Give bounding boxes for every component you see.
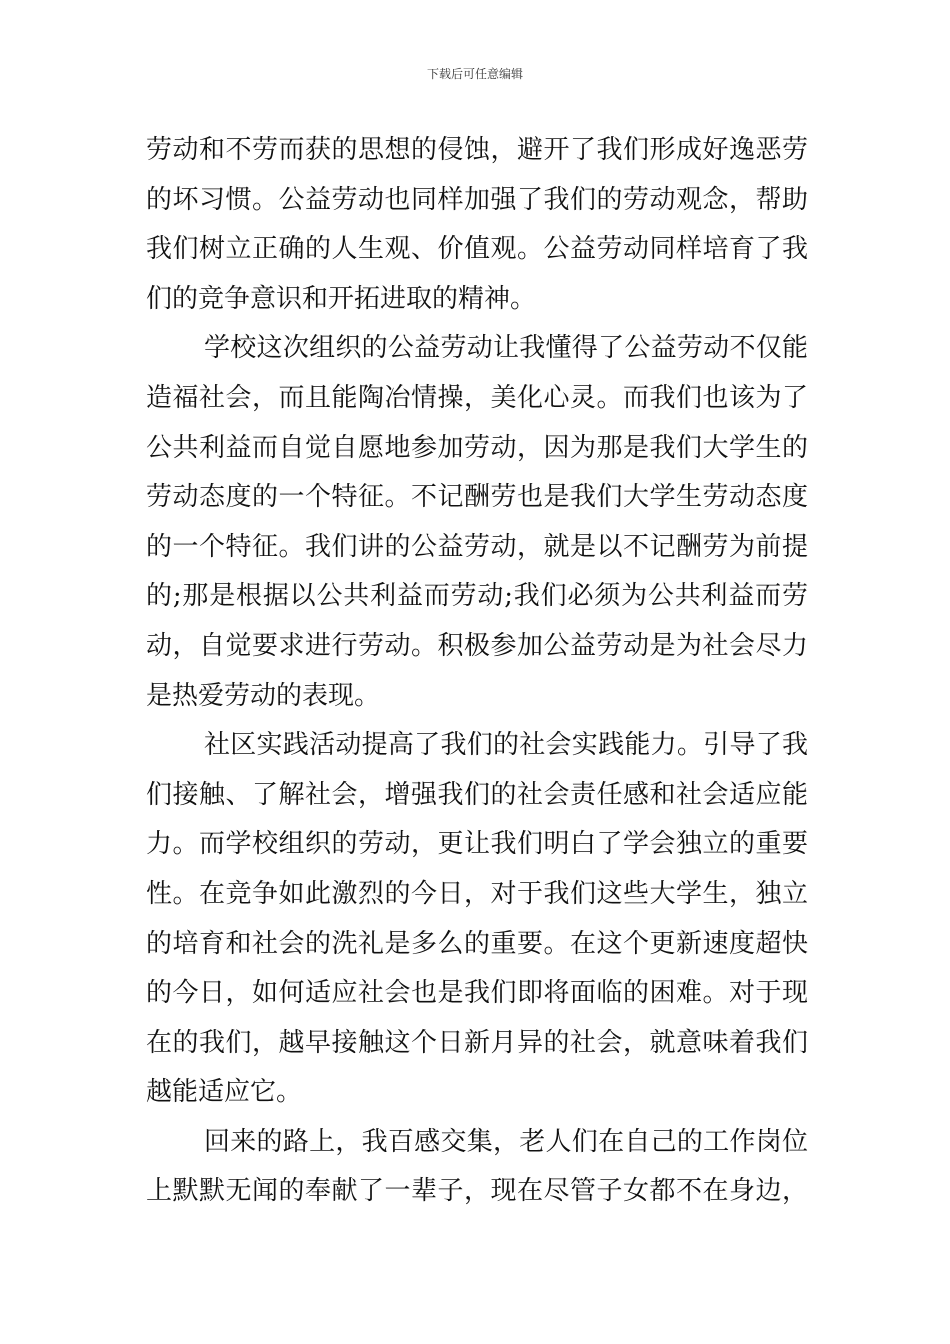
text-line: 的;那是根据以公共利益而劳动;我们必须为公共利益而劳	[146, 581, 808, 612]
text-line: 力。而学校组织的劳动，更让我们明白了学会独立的重要	[146, 829, 808, 860]
text-line: 劳动态度的一个特征。不记酬劳也是我们大学生劳动态度	[146, 482, 808, 513]
text-line: 性。在竞争如此激烈的今日，对于我们这些大学生，独立	[146, 878, 808, 909]
text-line: 的一个特征。我们讲的公益劳动，就是以不记酬劳为前提	[146, 531, 808, 562]
text-line: 社区实践活动提高了我们的社会实践能力。引导了我	[204, 730, 808, 761]
text-line: 的坏习惯。公益劳动也同样加强了我们的劳动观念，帮助	[146, 184, 808, 215]
text-line: 劳动和不劳而获的思想的侵蚀，避开了我们形成好逸恶劳	[146, 135, 808, 165]
text-line: 们的竞争意识和开拓进取的精神。	[146, 283, 537, 314]
text-line: 在的我们，越早接触这个日新月异的社会，就意味着我们	[146, 1027, 808, 1058]
text-line: 学校这次组织的公益劳动让我懂得了公益劳动不仅能	[204, 333, 808, 364]
text-line: 越能适应它。	[146, 1077, 303, 1108]
page-header: 下载后可任意编辑	[426, 67, 523, 81]
text-line: 们接触、了解社会，增强我们的社会责任感和社会适应能	[146, 779, 808, 810]
text-line: 上默默无闻的奉献了一辈子，现在尽管子女都不在身边，	[146, 1176, 808, 1207]
text-line: 的今日，如何适应社会也是我们即将面临的困难。对于现	[146, 978, 808, 1009]
text-line: 公共利益而自觉自愿地参加劳动，因为那是我们大学生的	[146, 432, 808, 463]
text-line: 我们树立正确的人生观、价值观。公益劳动同样培育了我	[146, 234, 808, 265]
text-line: 的培育和社会的洗礼是多么的重要。在这个更新速度超快	[146, 928, 808, 959]
text-line: 动，自觉要求进行劳动。积极参加公益劳动是为社会尽力	[146, 630, 808, 661]
text-line: 回来的路上，我百感交集，老人们在自己的工作岗位	[204, 1126, 808, 1157]
body-text	[146, 126, 808, 1217]
text-line: 是热爱劳动的表现。	[146, 680, 381, 711]
text-line: 造福社会，而且能陶冶情操，美化心灵。而我们也该为了	[146, 382, 808, 413]
